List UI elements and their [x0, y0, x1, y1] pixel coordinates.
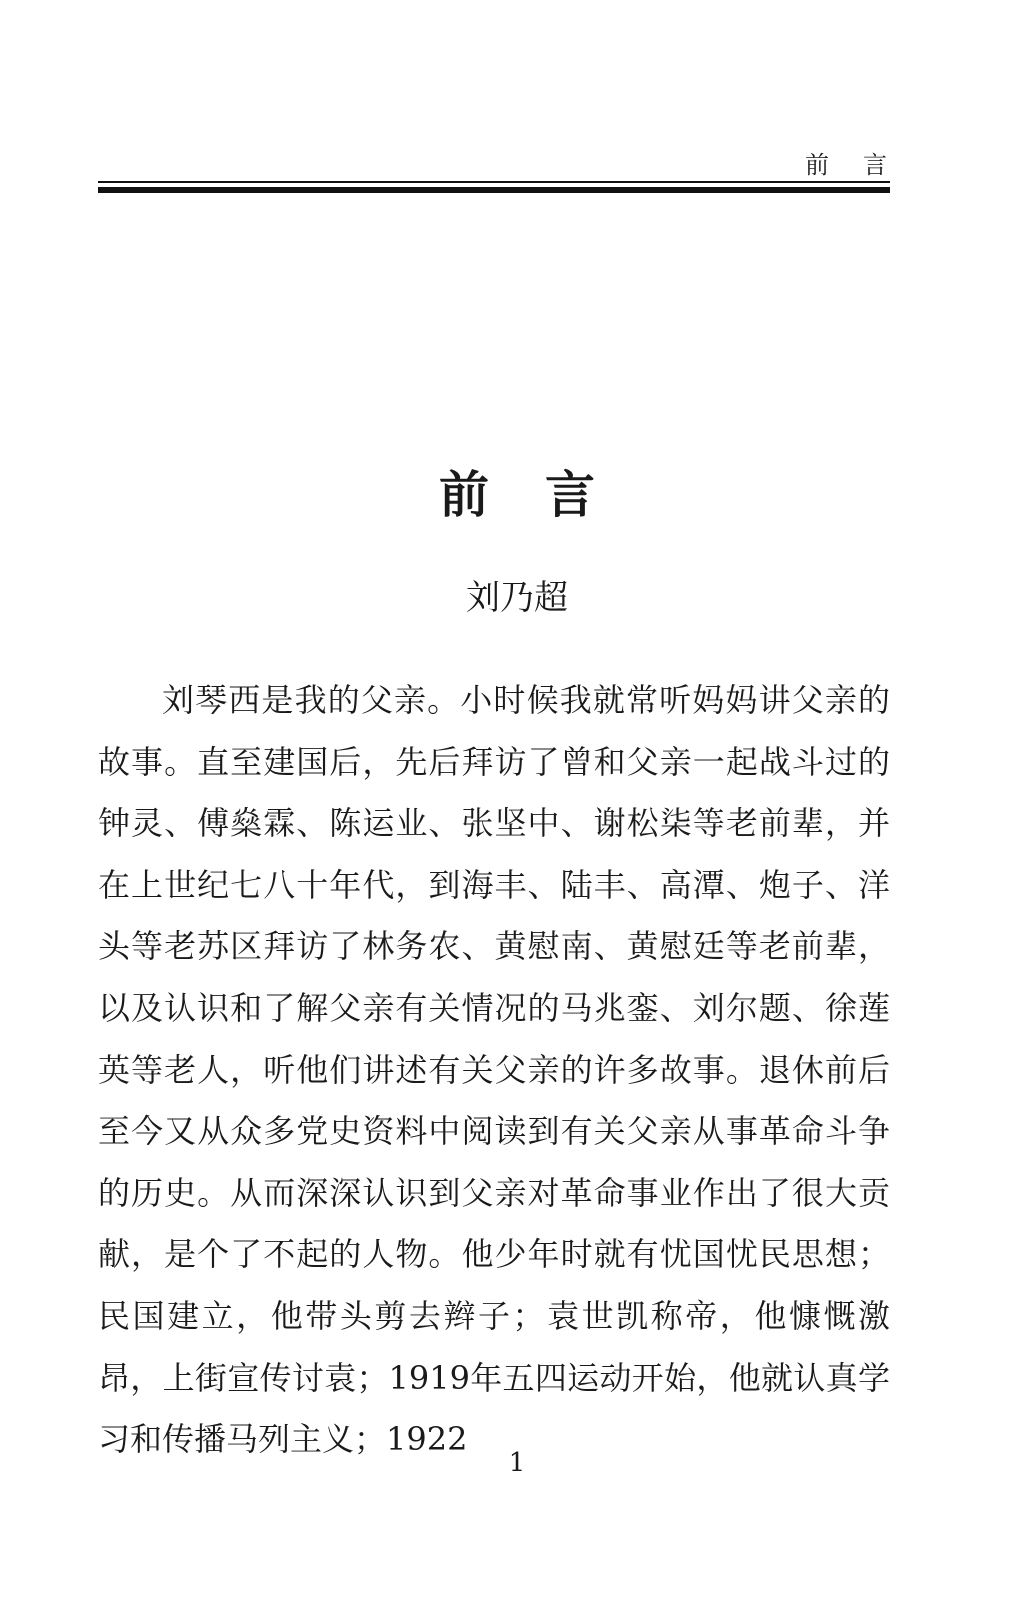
running-head: 前言	[805, 151, 921, 179]
author-name: 刘乃超	[466, 578, 568, 618]
chapter-title: 前言	[439, 465, 651, 524]
header-rule-thick	[98, 187, 890, 193]
page-number: 1	[508, 1448, 526, 1478]
chapter-title-wrap	[0, 462, 1034, 528]
body-paragraph: 刘琴西是我的父亲。小时候我就常听妈妈讲父亲的故事。直至建国后，先后拜访了曾和父亲一起战斗过的钟灵、傅燊霖、陈运业、张坚中、谢松柒等老前辈，并在上世纪七八十年代，到海丰、陆丰、高潭、炮子、洋头等老苏区拜访了林务农、黄慰南、黄慰廷等老前辈，以及认识和了解父亲有关情况的马兆銮、刘尔题、徐莲英等老人，听他们讲述有关父亲的许多故事。退休前后至今又从众多党史资料中阅读到有关父亲从事革命斗争的历史。从而深深认识到父亲对革命事业作出了很大贡献，是个了不起的人物。他少年时就有忧国忧民思想；民国建立，他带头剪去辫子；袁世凯称帝，他慷慨激昂，上街宣传讨袁；1919年五四运动开始，他就认真学习和传播马列主义；1922	[98, 681, 890, 1459]
header-rule-thin	[98, 181, 890, 183]
